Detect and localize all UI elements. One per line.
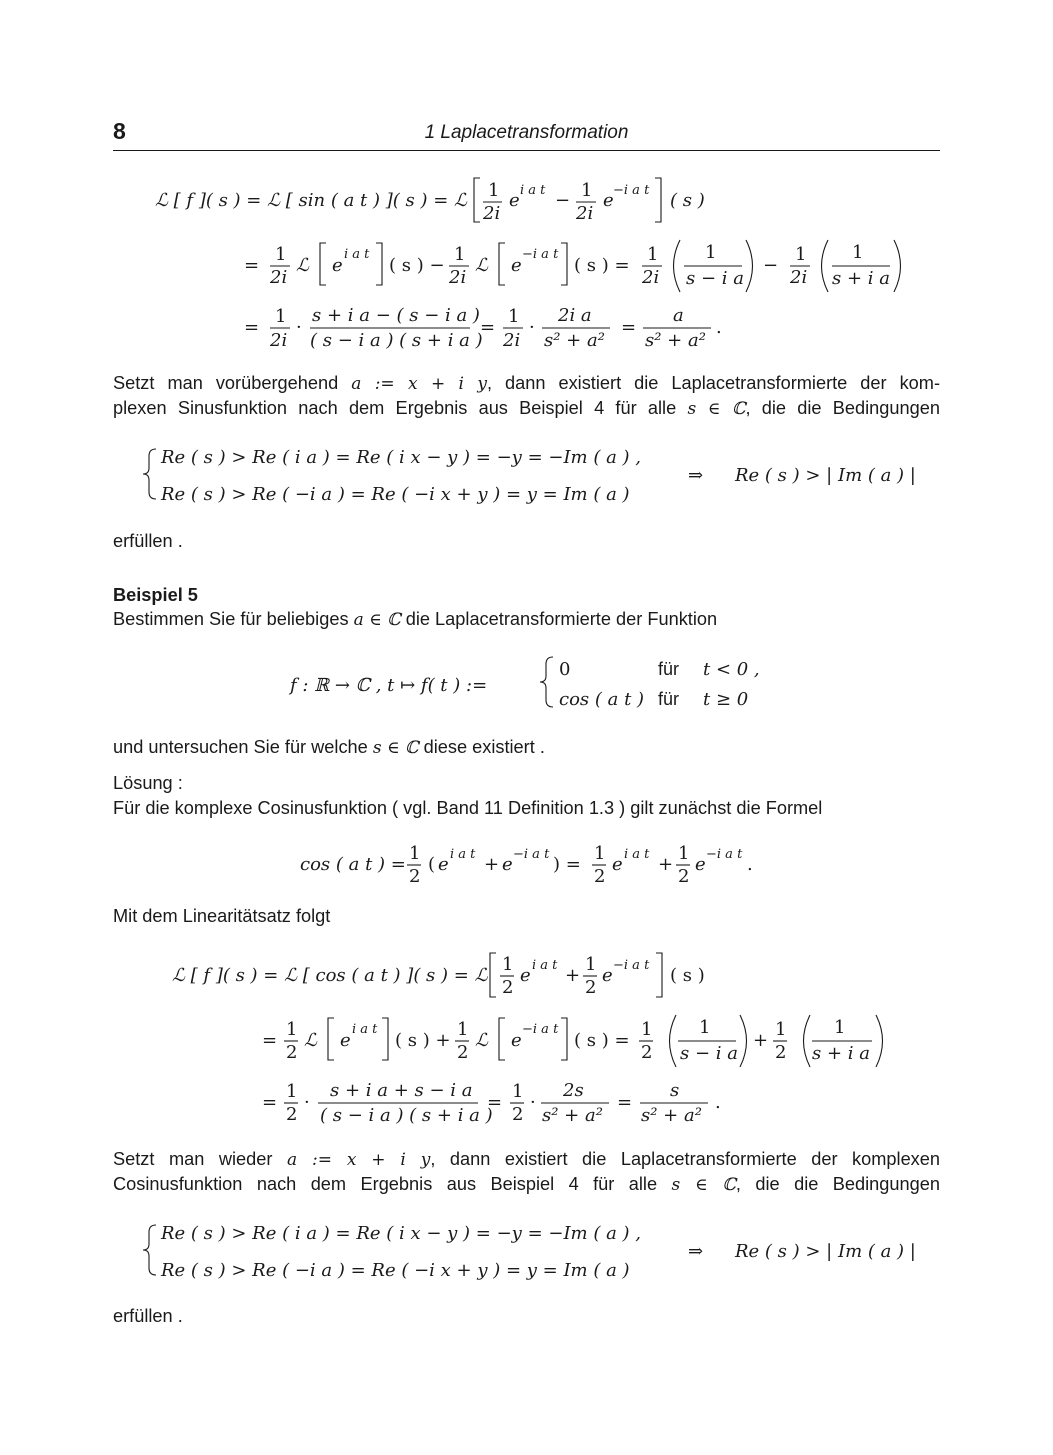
svg-text:ℒ [ f ]( s ) = ℒ [ sin ( a t ): ℒ [ f ]( s ) = ℒ [ sin ( a t ) ]( s ) = ℒ: [155, 190, 467, 211]
svg-text:s − i a: s − i a: [680, 1043, 738, 1064]
svg-text:=: =: [487, 1092, 503, 1113]
svg-text:i a t: i a t: [352, 1022, 378, 1037]
svg-text:ℒ [ f ]( s ) = ℒ [ cos ( a t ): ℒ [ f ]( s ) = ℒ [ cos ( a t ) ]( s ) = ℒ: [172, 965, 488, 986]
inline-a-in-c: a ∈ ℂ: [353, 610, 401, 630]
svg-text:i a t: i a t: [532, 958, 558, 973]
svg-text:1: 1: [705, 242, 717, 263]
svg-text:e: e: [438, 854, 449, 875]
svg-text:1: 1: [641, 1019, 653, 1040]
svg-text:) =: ) =: [553, 854, 581, 875]
svg-text:( s − i a ) ( s + i a ): ( s − i a ) ( s + i a ): [310, 330, 483, 351]
linearitaet-text: Mit dem Linearitätsatz folgt: [113, 906, 331, 926]
svg-text:1: 1: [678, 843, 690, 864]
svg-text:2: 2: [775, 1042, 787, 1063]
svg-text:ℒ: ℒ: [475, 255, 488, 276]
svg-text:2: 2: [641, 1042, 653, 1063]
svg-text:e: e: [603, 190, 614, 211]
svg-text:s + i a − ( s − i a ): s + i a − ( s − i a ): [312, 305, 480, 326]
svg-text:(: (: [428, 854, 436, 875]
svg-text:=: =: [244, 255, 260, 276]
svg-text:2i: 2i: [270, 330, 288, 351]
svg-text:−i a t: −i a t: [613, 183, 650, 198]
svg-text:1: 1: [286, 1081, 298, 1102]
cos-laplace-line-1: [172, 953, 705, 998]
svg-text:Re ( s ) > Re ( i a ) = Re ( i: Re ( s ) > Re ( i a ) = Re ( i x − y ) = −y = −Im ( a ) ,: [161, 1223, 642, 1244]
svg-text:2: 2: [286, 1104, 298, 1125]
svg-text:cos ( a t ) =: cos ( a t ) =: [300, 854, 406, 875]
svg-text:2: 2: [286, 1042, 298, 1063]
svg-text:1: 1: [585, 954, 597, 975]
svg-text:s² + a²: s² + a²: [641, 1105, 702, 1126]
svg-text:2: 2: [409, 866, 421, 887]
svg-text:ℒ: ℒ: [296, 255, 309, 276]
svg-text:1: 1: [508, 306, 520, 327]
svg-text:1: 1: [275, 244, 287, 265]
svg-text:a: a: [673, 305, 684, 326]
svg-text:2: 2: [502, 977, 514, 998]
svg-text:2i: 2i: [576, 203, 594, 224]
svg-text:s² + a²: s² + a²: [542, 1105, 603, 1126]
svg-text:s + i a: s + i a: [812, 1043, 870, 1064]
svg-text:ℒ: ℒ: [304, 1030, 317, 1051]
svg-text:1: 1: [775, 1019, 787, 1040]
svg-text:Re ( s ) > Re ( −i a ) = Re (: Re ( s ) > Re ( −i a ) = Re ( −i x + y ) = y = Im ( a ): [161, 484, 630, 505]
svg-text:2i: 2i: [449, 267, 467, 288]
svg-text:2i: 2i: [790, 267, 808, 288]
svg-text:−i a t: −i a t: [522, 247, 559, 262]
svg-text:1: 1: [502, 954, 514, 975]
svg-text:s² + a²: s² + a²: [645, 330, 706, 351]
svg-text:t < 0 ,: t < 0 ,: [703, 659, 760, 680]
inline-a-definition: a := x + i y: [351, 374, 487, 394]
paragraph-cos-line-2: Cosinusfunktion nach dem Ergebnis aus Beispiel 4 für alle s ∈ ℂ, die die Bedingungen: [113, 1174, 940, 1195]
cos-laplace-line-2: [262, 1015, 883, 1067]
svg-text:i a t: i a t: [344, 247, 370, 262]
svg-text:( s ): ( s ): [670, 965, 705, 986]
svg-text:1: 1: [454, 244, 466, 265]
erfuellen-text-2: erfüllen .: [113, 1306, 183, 1326]
inline-s-in-c: s ∈ ℂ: [687, 399, 746, 419]
svg-text:+: +: [484, 854, 500, 875]
svg-text:2i: 2i: [642, 267, 660, 288]
svg-text:Re ( s ) > Re ( i a ) = Re ( i: Re ( s ) > Re ( i a ) = Re ( i x − y ) = −y = −Im ( a ) ,: [161, 447, 642, 468]
svg-text:für: für: [658, 659, 680, 679]
sin-laplace-line-2: [244, 240, 901, 292]
svg-text:=: =: [262, 1030, 278, 1051]
svg-text:Re ( s ) > Re ( −i a ) = Re (: Re ( s ) > Re ( −i a ) = Re ( −i x + y ) = y = Im ( a ): [161, 1260, 630, 1281]
svg-text:i a t: i a t: [450, 847, 476, 862]
svg-text:1: 1: [457, 1019, 469, 1040]
svg-text:i a t: i a t: [624, 847, 650, 862]
svg-text:2i: 2i: [270, 267, 288, 288]
svg-text:f : ℝ → ℂ , t ↦ f( t ) :=: f : ℝ → ℂ , t ↦ f( t ) :=: [290, 675, 488, 696]
inline-s-in-c-2: s ∈ ℂ: [372, 738, 419, 758]
svg-text:( s − i a ) ( s + i a ): ( s − i a ) ( s + i a ): [320, 1105, 493, 1126]
svg-text:=: =: [244, 317, 260, 338]
svg-text:i a t: i a t: [520, 183, 546, 198]
svg-text:2: 2: [678, 866, 690, 887]
svg-text:s: s: [670, 1080, 680, 1101]
svg-text:−i a t: −i a t: [513, 847, 550, 862]
svg-text:für: für: [658, 689, 680, 709]
svg-text:·: ·: [529, 317, 535, 338]
svg-text:( s ) =: ( s ) =: [574, 1030, 630, 1051]
svg-text:cos ( a t ): cos ( a t ): [559, 689, 645, 710]
svg-text:2i a: 2i a: [558, 305, 592, 326]
svg-text:.: .: [716, 317, 722, 338]
example-heading: Beispiel 5: [113, 585, 198, 605]
svg-text:e: e: [332, 255, 343, 276]
sin-laplace-line-1: [155, 178, 705, 224]
cosine-euler-formula: [300, 843, 753, 887]
svg-text:( s ) +: ( s ) +: [395, 1030, 451, 1051]
svg-text:e: e: [511, 1030, 522, 1051]
svg-text:( s ): ( s ): [670, 190, 705, 211]
conditions-sin: [143, 447, 916, 505]
conditions-cos: [143, 1223, 916, 1281]
svg-text:1: 1: [795, 244, 807, 265]
svg-text:.: .: [715, 1092, 721, 1113]
svg-text:1: 1: [581, 180, 593, 201]
svg-text:e: e: [340, 1030, 351, 1051]
svg-text:e: e: [602, 965, 613, 986]
svg-text:−: −: [555, 190, 571, 211]
page-number: 8: [113, 118, 126, 144]
svg-text:⇒: ⇒: [688, 465, 704, 486]
svg-text:2i: 2i: [503, 330, 521, 351]
svg-text:·: ·: [296, 317, 302, 338]
svg-text:1: 1: [286, 1019, 298, 1040]
svg-text:0: 0: [559, 659, 571, 680]
svg-text:⇒: ⇒: [688, 1241, 704, 1262]
cosinus-intro: Für die komplexe Cosinusfunktion ( vgl. Band 11 Definition 1.3 ) gilt zunächst die Formel: [113, 798, 823, 818]
svg-text:+: +: [658, 854, 674, 875]
svg-text:−: −: [763, 255, 779, 276]
loesung-label: Lösung :: [113, 773, 183, 793]
svg-text:1: 1: [594, 843, 606, 864]
svg-text:Re ( s ) > | Im ( a ) |: Re ( s ) > | Im ( a ) |: [735, 1241, 916, 1262]
svg-text:1: 1: [512, 1081, 524, 1102]
svg-text:·: ·: [304, 1092, 310, 1113]
svg-text:=: =: [621, 317, 637, 338]
svg-text:e: e: [511, 255, 522, 276]
svg-text:( s ) −: ( s ) −: [389, 255, 445, 276]
svg-text:.: .: [747, 854, 753, 875]
svg-text:1: 1: [647, 244, 659, 265]
paragraph-sin-line-1: Setzt man vorübergehend a := x + i y, dann existiert die Laplacetransformierte der kom-: [113, 373, 941, 394]
svg-text:s + i a: s + i a: [832, 268, 890, 289]
inline-s-in-c-3: s ∈ ℂ: [671, 1175, 736, 1195]
svg-text:=: =: [617, 1092, 633, 1113]
inline-a-definition-2: a := x + i y: [286, 1150, 431, 1170]
svg-text:2s: 2s: [563, 1080, 584, 1101]
svg-text:e: e: [509, 190, 520, 211]
svg-text:−i a t: −i a t: [613, 958, 650, 973]
paragraph-sin-line-2: plexen Sinusfunktion nach dem Ergebnis aus Beispiel 4 für alle s ∈ ℂ, die die Bedingungen: [113, 398, 940, 419]
chapter-title: 1 Laplacetransformation: [424, 122, 629, 143]
svg-text:e: e: [695, 854, 706, 875]
svg-text:−i a t: −i a t: [522, 1022, 559, 1037]
svg-text:2: 2: [457, 1042, 469, 1063]
paragraph-cos-line-1: Setzt man wieder a := x + i y, dann existiert die Laplacetransformierte der komplexen: [113, 1149, 941, 1170]
svg-text:+: +: [753, 1030, 769, 1051]
svg-text:ℒ: ℒ: [475, 1030, 488, 1051]
svg-text:e: e: [520, 965, 531, 986]
svg-text:1: 1: [275, 306, 287, 327]
svg-text:e: e: [612, 854, 623, 875]
sin-laplace-line-3: [244, 305, 722, 351]
svg-text:Re ( s ) > | Im ( a ) |: Re ( s ) > | Im ( a ) |: [735, 465, 916, 486]
svg-text:1: 1: [488, 180, 500, 201]
svg-text:−i a t: −i a t: [706, 847, 743, 862]
svg-text:=: =: [262, 1092, 278, 1113]
svg-text:·: ·: [530, 1092, 536, 1113]
svg-text:=: =: [480, 317, 496, 338]
svg-text:s² + a²: s² + a²: [544, 330, 605, 351]
svg-text:2: 2: [585, 977, 597, 998]
example-statement: Bestimmen Sie für beliebiges a ∈ ℂ die Laplacetransformierte der Funktion: [113, 609, 718, 630]
erfuellen-text-1: erfüllen .: [113, 531, 183, 551]
svg-text:1: 1: [834, 1017, 846, 1038]
svg-text:1: 1: [852, 242, 864, 263]
untersuchen-text: und untersuchen Sie für welche s ∈ ℂ diese existiert .: [113, 737, 545, 758]
svg-text:2: 2: [512, 1104, 524, 1125]
svg-text:s − i a: s − i a: [686, 268, 744, 289]
svg-text:1: 1: [699, 1017, 711, 1038]
cos-laplace-line-3: [262, 1080, 721, 1126]
svg-text:( s ) =: ( s ) =: [574, 255, 630, 276]
svg-text:+: +: [565, 965, 581, 986]
svg-text:s + i a + s − i a: s + i a + s − i a: [330, 1080, 473, 1101]
svg-text:t ≥ 0: t ≥ 0: [703, 689, 749, 710]
piecewise-function-definition: [288, 657, 760, 710]
svg-text:e: e: [502, 854, 513, 875]
svg-text:2: 2: [594, 866, 606, 887]
svg-text:1: 1: [409, 843, 421, 864]
svg-text:2i: 2i: [483, 203, 501, 224]
